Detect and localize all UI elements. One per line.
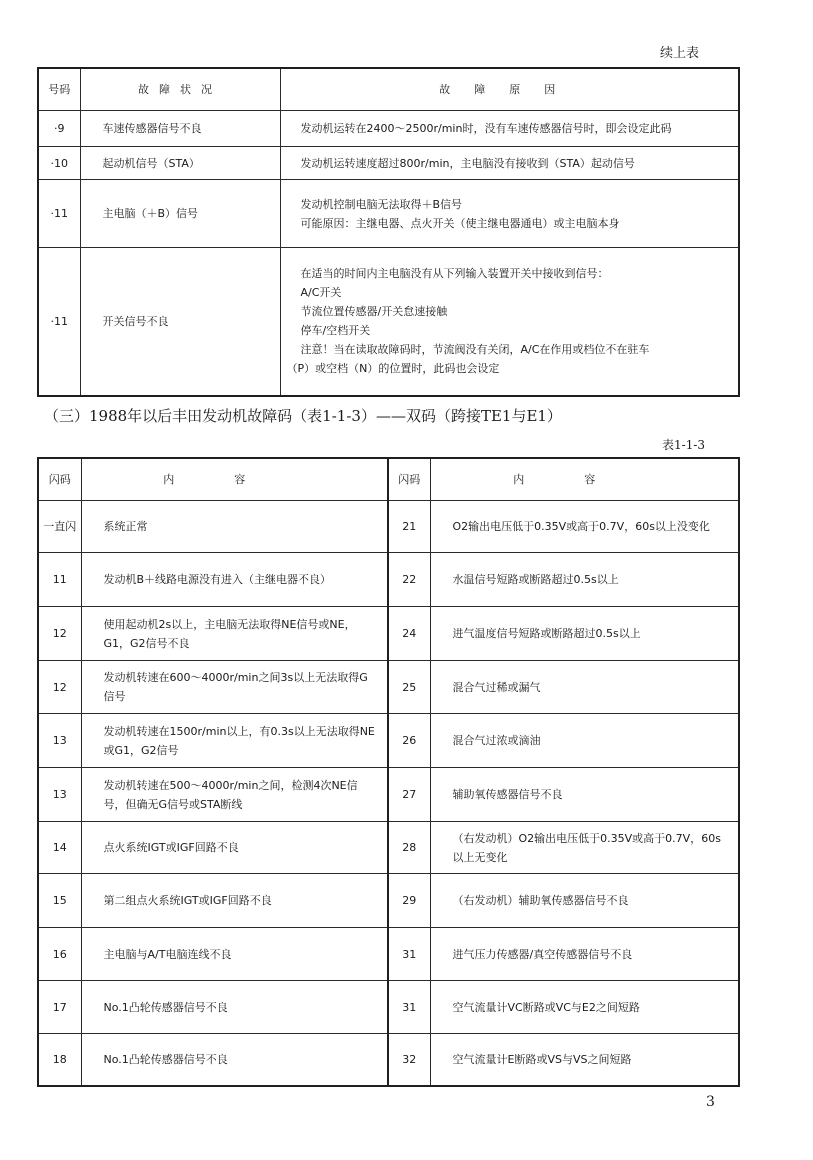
content-right: （右发动机）O2输出电压低于0.35V或高于0.7V，60s以上无变化 — [430, 822, 739, 874]
fault-table-continued — [37, 67, 740, 397]
code-left: 18 — [38, 1034, 81, 1086]
code-left: 14 — [38, 822, 81, 874]
content-left: 发动机转速在600～4000r/min之间3s以上无法取得G信号 — [81, 661, 388, 714]
section-title: （三）1988年以后丰田发动机故障码（表1-1-3）——双码（跨接TE1与E1） — [44, 407, 562, 425]
content-left: No.1凸轮传感器信号不良 — [81, 981, 388, 1034]
content-right: 混合气过浓或滴油 — [430, 714, 739, 768]
table-row — [38, 501, 739, 553]
content-left: 主电脑与A/T电脑连线不良 — [81, 928, 388, 981]
header-code-right: 闪码 — [388, 458, 430, 501]
table-row — [38, 1034, 739, 1086]
header-content-right: 内容 — [430, 458, 739, 501]
cause-line: 发动机控制电脑无法取得＋B信号 — [300, 197, 463, 211]
table-header-row — [38, 458, 739, 501]
row-code: ·11 — [38, 248, 80, 396]
cause-line: 停车/空档开关 — [300, 324, 371, 338]
code-right: 31 — [388, 981, 430, 1034]
cause-line: （P）或空档（N）的位置时，此码也会设定 — [286, 362, 500, 376]
table-row — [38, 553, 739, 607]
table-row — [38, 981, 739, 1034]
content-right: O2输出电压低于0.35V或高于0.7V，60s以上没变化 — [430, 501, 739, 553]
fault-code-table — [37, 457, 740, 1087]
row-cause — [280, 147, 739, 180]
table-row — [38, 248, 739, 396]
code-right: 29 — [388, 874, 430, 928]
content-left: 第二组点火系统IGT或IGF回路不良 — [81, 874, 388, 928]
cause-line: 发动机运转速度超过800r/min，主电脑没有接收到（STA）起动信号 — [300, 156, 635, 170]
content-right: 水温信号短路或断路超过0.5s以上 — [430, 553, 739, 607]
row-status: 车速传感器信号不良 — [80, 111, 280, 147]
code-right: 26 — [388, 714, 430, 768]
page-number: 3 — [706, 1094, 715, 1110]
code-left: 17 — [38, 981, 81, 1034]
cause-line: 发动机运转在2400～2500r/min时，没有车速传感器信号时，即会设定此码 — [300, 122, 672, 135]
table-label: 表1-1-3 — [662, 438, 706, 452]
content-left: 发动机转速在1500r/min以上，有0.3s以上无法取得NE或G1，G2信号 — [81, 714, 388, 768]
code-left: 12 — [38, 661, 81, 714]
table-row — [38, 928, 739, 981]
content-right: 空气流量计E断路或VS与VS之间短路 — [430, 1034, 739, 1086]
code-left: 13 — [38, 714, 81, 768]
row-status: 起动机信号（STA） — [80, 147, 280, 180]
content-right: （右发动机）辅助氧传感器信号不良 — [430, 874, 739, 928]
content-right: 混合气过稀或漏气 — [430, 661, 739, 714]
cause-line: 在适当的时间内主电脑没有从下列输入装置开关中接收到信号： — [300, 267, 609, 281]
code-right: 28 — [388, 822, 430, 874]
row-code: ·11 — [38, 180, 80, 248]
content-left: 系统正常 — [81, 501, 388, 553]
code-right: 24 — [388, 607, 430, 661]
code-left: 13 — [38, 768, 81, 822]
content-right: 进气压力传感器/真空传感器信号不良 — [430, 928, 739, 981]
row-status: 开关信号不良 — [80, 248, 280, 396]
code-left: 16 — [38, 928, 81, 981]
code-right: 31 — [388, 928, 430, 981]
code-right: 32 — [388, 1034, 430, 1086]
code-right: 25 — [388, 661, 430, 714]
cause-line: 可能原因：主继电器、点火开关（使主继电器通电）或主电脑本身 — [300, 216, 620, 230]
code-left: 11 — [38, 553, 81, 607]
cause-line: 注意！当在读取故障码时，节流阀没有关闭，A/C在作用或档位不在驻车 — [300, 343, 650, 357]
header-content-left: 内容 — [81, 458, 388, 501]
code-right: 27 — [388, 768, 430, 822]
content-left: No.1凸轮传感器信号不良 — [81, 1034, 388, 1086]
header-code: 号码 — [38, 68, 80, 111]
row-cause — [280, 248, 739, 396]
row-code: ·9 — [38, 111, 80, 147]
table-row — [38, 111, 739, 147]
code-left: 一直闪 — [38, 501, 81, 553]
table-row — [38, 768, 739, 822]
content-left: 使用起动机2s以上，主电脑无法取得NE信号或NE，G1，G2信号不良 — [81, 607, 388, 661]
content-right: 空气流量计VC断路或VC与E2之间短路 — [430, 981, 739, 1034]
row-cause — [280, 180, 739, 248]
cause-line: A/C开关 — [300, 286, 342, 300]
code-right: 21 — [388, 501, 430, 553]
content-left: 点火系统IGT或IGF回路不良 — [81, 822, 388, 874]
code-left: 12 — [38, 607, 81, 661]
content-left: 发动机转速在500～4000r/min之间，检测4次NE信号，但确无G信号或STA断线 — [81, 768, 388, 822]
row-status: 主电脑（＋B）信号 — [80, 180, 280, 248]
cause-line: 节流位置传感器/开关怠速接触 — [300, 305, 448, 319]
code-left: 15 — [38, 874, 81, 928]
table-row — [38, 180, 739, 248]
header-code-left: 闪码 — [38, 458, 81, 501]
content-right: 辅助氧传感器信号不良 — [430, 768, 739, 822]
code-right: 22 — [388, 553, 430, 607]
table-row — [38, 714, 739, 768]
header-cause: 故障原因 — [280, 68, 739, 111]
row-code: ·10 — [38, 147, 80, 180]
row-cause — [280, 111, 739, 147]
table-row — [38, 147, 739, 180]
table-row — [38, 822, 739, 874]
table-header-row — [38, 68, 739, 111]
table-row — [38, 661, 739, 714]
table-row — [38, 874, 739, 928]
content-right: 进气温度信号短路或断路超过0.5s以上 — [430, 607, 739, 661]
table-row — [38, 607, 739, 661]
continued-label: 续上表 — [660, 46, 700, 61]
content-left: 发动机B＋线路电源没有进入（主继电器不良） — [81, 553, 388, 607]
header-status: 故障状况 — [80, 68, 280, 111]
